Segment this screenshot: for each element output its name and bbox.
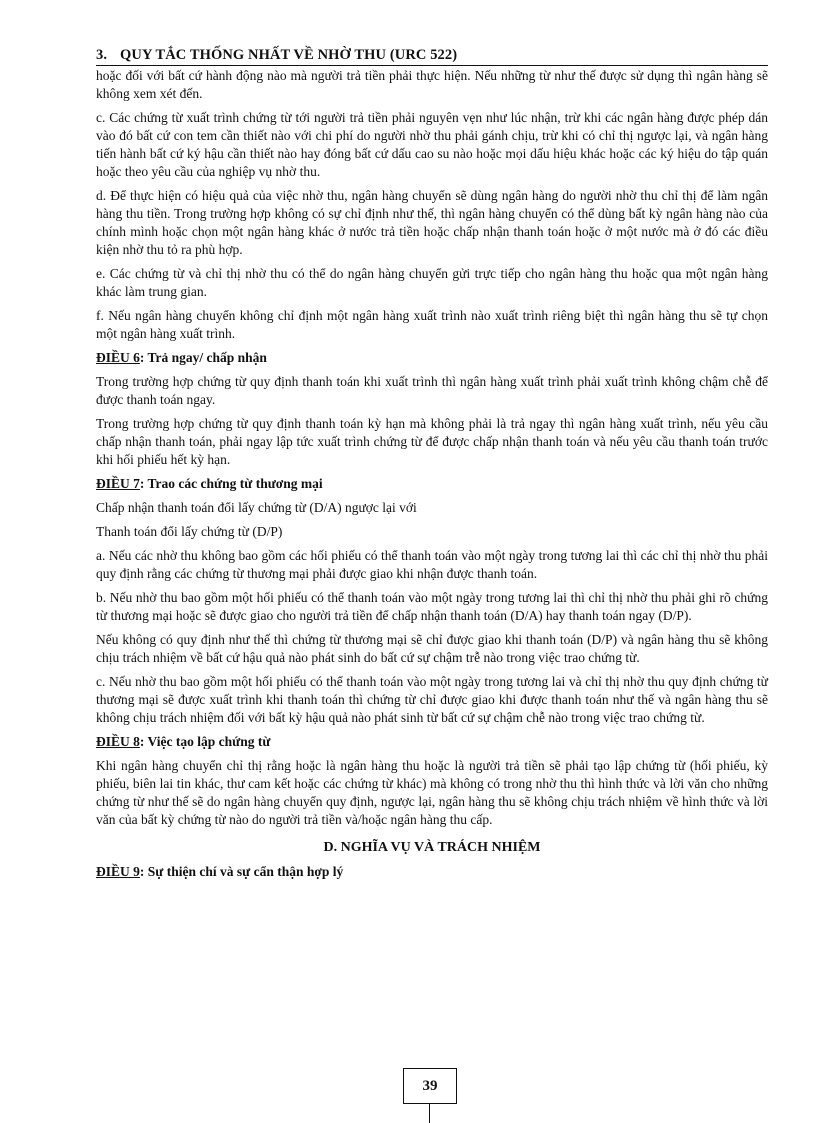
paragraph-continuation: hoặc đối với bất cứ hành động nào mà người trả tiền phải thực hiện. Nếu những từ như thế được sử dụng thì ngân hàng sẽ không xem xét đến.: [96, 68, 768, 101]
document-page: [96, 46, 768, 887]
article-9-title: : Sự thiện chí và sự cẩn thận hợp lý: [139, 864, 344, 879]
article-7-paragraph: b. Nếu nhờ thu bao gồm một hối phiếu có thể thanh toán vào một ngày trong tương lai thì chỉ thị nhờ thu phải ghi rõ chứng từ thương mại hoặc sẽ được giao cho người trả tiền để chấp nhận thanh toán (D/A) hay thanh toán ngay (D/P).: [96, 590, 768, 623]
paragraph-f: f. Nếu ngân hàng chuyển không chỉ định một ngân hàng xuất trình nào xuất trình riêng biệt thì ngân hàng thu sẽ tự chọn một ngân hàng xuất trình.: [96, 308, 768, 341]
page-number-divider: [429, 1103, 430, 1123]
paragraph-c: c. Các chứng từ xuất trình chứng từ tới người trả tiền phải nguyên vẹn như lúc nhận, trừ khi các ngân hàng được phép dán vào đó bất cứ con tem cần thiết nào với chi phí do người nhờ thu phải gánh chịu, trừ khi có chỉ thị ngược lại, và ngân hàng tiến hành bất cứ ký hậu cần thiết nào hay đóng bất cứ dấu cao su nào hoặc mọi dấu hiệu khác hoặc các ký hiệu do tập quán hoặc theo yêu cầu của nghiệp vụ nhờ thu.: [96, 110, 768, 179]
article-9-heading: [96, 863, 768, 881]
page-number-box: 39: [403, 1068, 457, 1104]
page-header: [96, 46, 768, 66]
article-7-paragraph: c. Nếu nhờ thu bao gồm một hối phiếu có thể thanh toán vào một ngày trong tương lai và chỉ thị nhờ thu quy định chứng từ thương mại sẽ được xuất trình khi thanh toán thì chứng từ chỉ được giao khi được thanh toán như thế và ngân hàng thu sẽ không chịu trách nhiệm đối với bất kỳ hậu quả nào phát sinh từ bất cứ sự chậm chễ nào trong việc trao chứng từ.: [96, 674, 768, 725]
header-title: QUY TẮC THỐNG NHẤT VỀ NHỜ THU (URC 522): [120, 47, 458, 63]
paragraph-d: d. Để thực hiện có hiệu quả của việc nhờ thu, ngân hàng chuyển sẽ dùng ngân hàng do người nhờ thu chỉ thị để làm ngân hàng thu tiền. Trong trường hợp không có sự chỉ định như thế, thì ngân hàng chuyển có thể dùng bất kỳ ngân hàng nào của chính mình hoặc chọn một ngân hàng khác ở nước trả tiền hoặc chấp nhận thanh toán hoặc ở một nước mà ở đó các điều kiện nhờ thu tỏ ra phù hợp.: [96, 188, 768, 257]
header-number: 3.: [96, 47, 108, 63]
article-6-label: ĐIỀU 6: [96, 350, 140, 365]
article-8-label: ĐIỀU 8: [96, 734, 140, 749]
article-8-title: : Việc tạo lập chứng từ: [139, 734, 271, 749]
article-8-heading: [96, 733, 768, 751]
article-6-paragraph: Trong trường hợp chứng từ quy định thanh toán khi xuất trình thì ngân hàng xuất trình phải xuất trình không chậm chễ để được thanh toán ngay.: [96, 374, 768, 407]
article-6-heading: [96, 349, 768, 367]
article-7-paragraph: a. Nếu các nhờ thu không bao gồm các hối phiếu có thể thanh toán vào một ngày trong tương lai thì các chỉ thị nhờ thu phải quy định rằng các chứng từ thương mại phải được giao khi nhận được thanh toán.: [96, 548, 768, 581]
article-6-paragraph: Trong trường hợp chứng từ quy định thanh toán kỳ hạn mà không phải là trả ngay thì ngân hàng xuất trình, nếu yêu cầu chấp nhận thanh toán, phải ngay lập tức xuất trình chứng từ để được chấp nhận thanh toán và nếu yêu cầu thanh toán trước khi hối phiếu hết kỳ hạn.: [96, 416, 768, 467]
article-7-paragraph: Thanh toán đổi lấy chứng từ (D/P): [96, 524, 283, 539]
article-7-paragraph: Chấp nhận thanh toán đổi lấy chứng từ (D/A) ngược lại với: [96, 500, 417, 515]
article-6-title: : Trả ngay/ chấp nhận: [139, 350, 267, 365]
article-8-paragraph: Khi ngân hàng chuyển chỉ thị rằng hoặc là ngân hàng thu hoặc là người trả tiền sẽ phải tạo lập chứng từ (hối phiếu, kỳ phiếu, biên lai tin khác, thư cam kết hoặc các chứng từ khác) mà không có trong nhờ thu thì hình thức và lời văn cho những chứng từ như thế sẽ do ngân hàng chuyển quy định, ngược lại, ngân hàng thu sẽ không chịu trách nhiệm về hình thức và lời văn của bất kỳ chứng từ nào do người trả tiền và/hoặc ngân hàng thu cấp.: [96, 758, 768, 827]
article-7-heading: [96, 475, 768, 493]
article-7-title: : Trao các chứng từ thương mại: [139, 476, 323, 491]
article-7-paragraph: Nếu không có quy định như thế thì chứng từ thương mại sẽ chỉ được giao khi thanh toán (D/P) và ngân hàng thu sẽ không chịu trách nhiệm về bất cứ hậu quả nào phát sinh do bất cứ sự chậm trễ nào trong việc trao chứng từ.: [96, 632, 768, 665]
article-9-label: ĐIỀU 9: [96, 864, 140, 879]
paragraph-e: e. Các chứng từ và chỉ thị nhờ thu có thể do ngân hàng chuyển gửi trực tiếp cho ngân hàng thu hoặc qua một ngân hàng khác làm trung gian.: [96, 266, 768, 299]
section-d-heading: D. NGHĨA VỤ VÀ TRÁCH NHIỆM: [323, 840, 541, 855]
article-7-label: ĐIỀU 7: [96, 476, 140, 491]
